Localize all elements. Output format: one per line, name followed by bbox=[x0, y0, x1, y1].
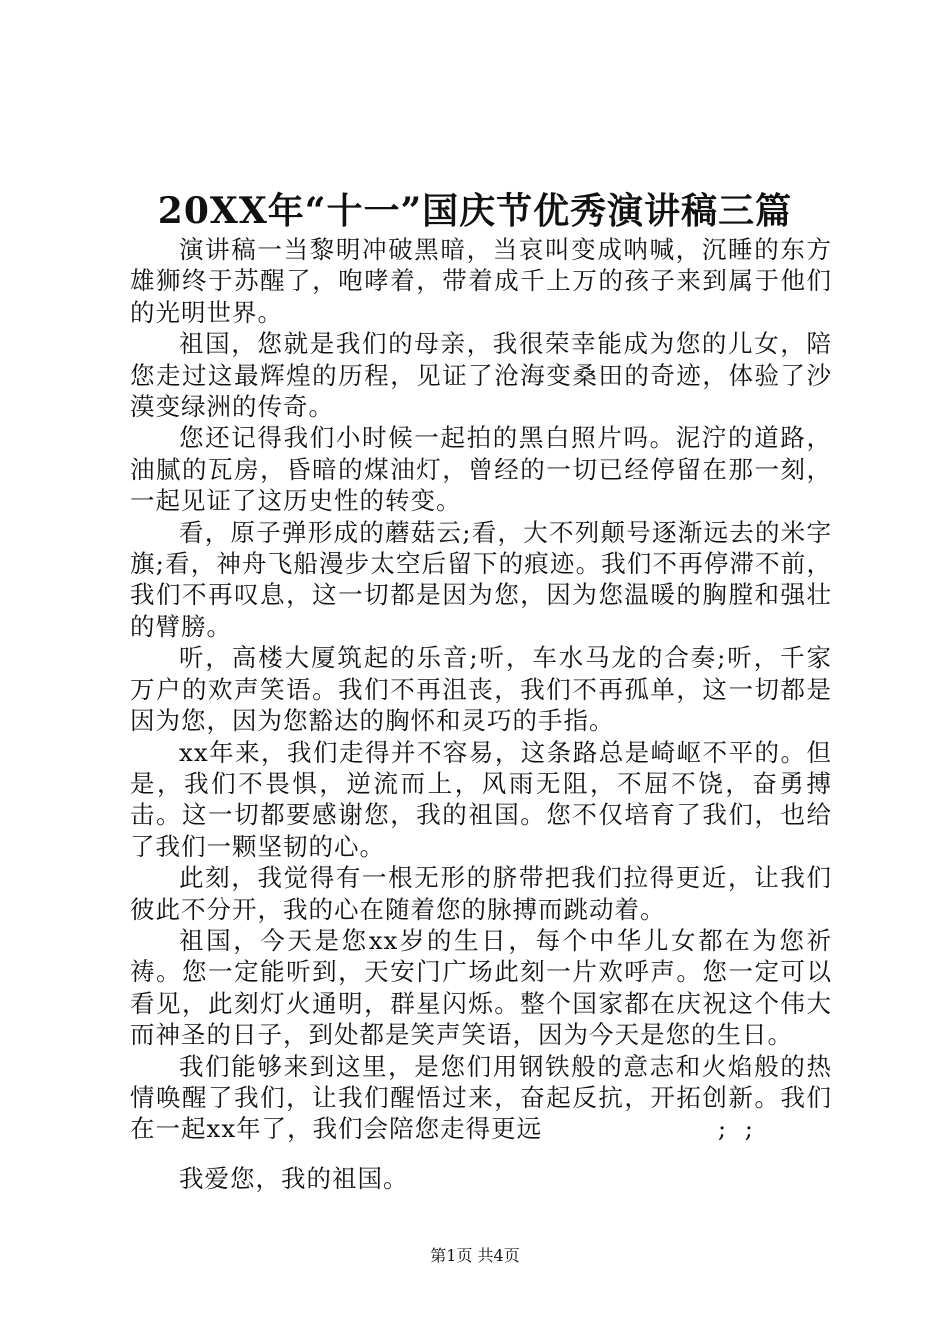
paragraph: 您还记得我们小时候一起拍的黑白照片吗。泥泞的道路，油腻的瓦房，昏暗的煤油灯，曾经的一切已经停留在那一刻，一起见证了这历史性的转变。 bbox=[130, 423, 832, 516]
paragraph: 此刻，我觉得有一根无形的脐带把我们拉得更近，让我们彼此不分开，我的心在随着您的脉搏而跳动着。 bbox=[130, 863, 832, 924]
document-body bbox=[130, 234, 832, 1194]
page-number-footer: 第1页 共4页 bbox=[430, 1246, 520, 1265]
document-title: 20XX年“十一”国庆节优秀演讲稿三篇 bbox=[157, 190, 793, 232]
paragraph: 祖国，您就是我们的母亲，我很荣幸能成为您的儿女，陪您走过这最辉煌的历程，见证了沧海变桑田的奇迹，体验了沙漠变绿洲的传奇。 bbox=[130, 329, 832, 422]
paragraph: xx年来，我们走得并不容易，这条路总是崎岖不平的。但是，我们不畏惧，逆流而上，风雨无阻，不屈不饶，奋勇搏击。这一切都要感谢您，我的祖国。您不仅培育了我们，也给了我们一颗坚韧的心。 bbox=[130, 737, 832, 861]
paragraph: 祖国，今天是您xx岁的生日，每个中华儿女都在为您祈祷。您一定能听到，天安门广场此刻一片欢呼声。您一定可以看见，此刻灯火通明，群星闪烁。整个国家都在庆祝这个伟大而神圣的日子，到处都是笑声笑语，因为今天是您的生日。 bbox=[130, 925, 832, 1050]
paragraph: 我爱您，我的祖国。 bbox=[179, 1163, 409, 1193]
paragraph: 看，原子弹形成的蘑菇云;看，大不列颠号逐渐远去的米字旗;看，神舟飞船漫步太空后留下的痕迹。我们不再停滞不前，我们不再叹息，这一切都是因为您，因为您温暖的胸膛和强壮的臂膀。 bbox=[130, 517, 832, 641]
paragraph: 演讲稿一当黎明冲破黑暗，当哀叫变成呐喊，沉睡的东方雄狮终于苏醒了，咆哮着，带着成千上万的孩子来到属于他们的光明世界。 bbox=[130, 235, 832, 327]
paragraph: 听，高楼大厦筑起的乐音;听，车水马龙的合奏;听，千家万户的欢声笑语。我们不再沮丧，我们不再孤单，这一切都是因为您，因为您豁达的胸怀和灵巧的手指。 bbox=[130, 643, 832, 736]
paragraph: 我们能够来到这里，是您们用钢铁般的意志和火焰般的热情唤醒了我们，让我们醒悟过来，奋起反抗，开拓创新。我们在一起xx年了，我们会陪您走得更远 ; ; bbox=[130, 1051, 832, 1144]
